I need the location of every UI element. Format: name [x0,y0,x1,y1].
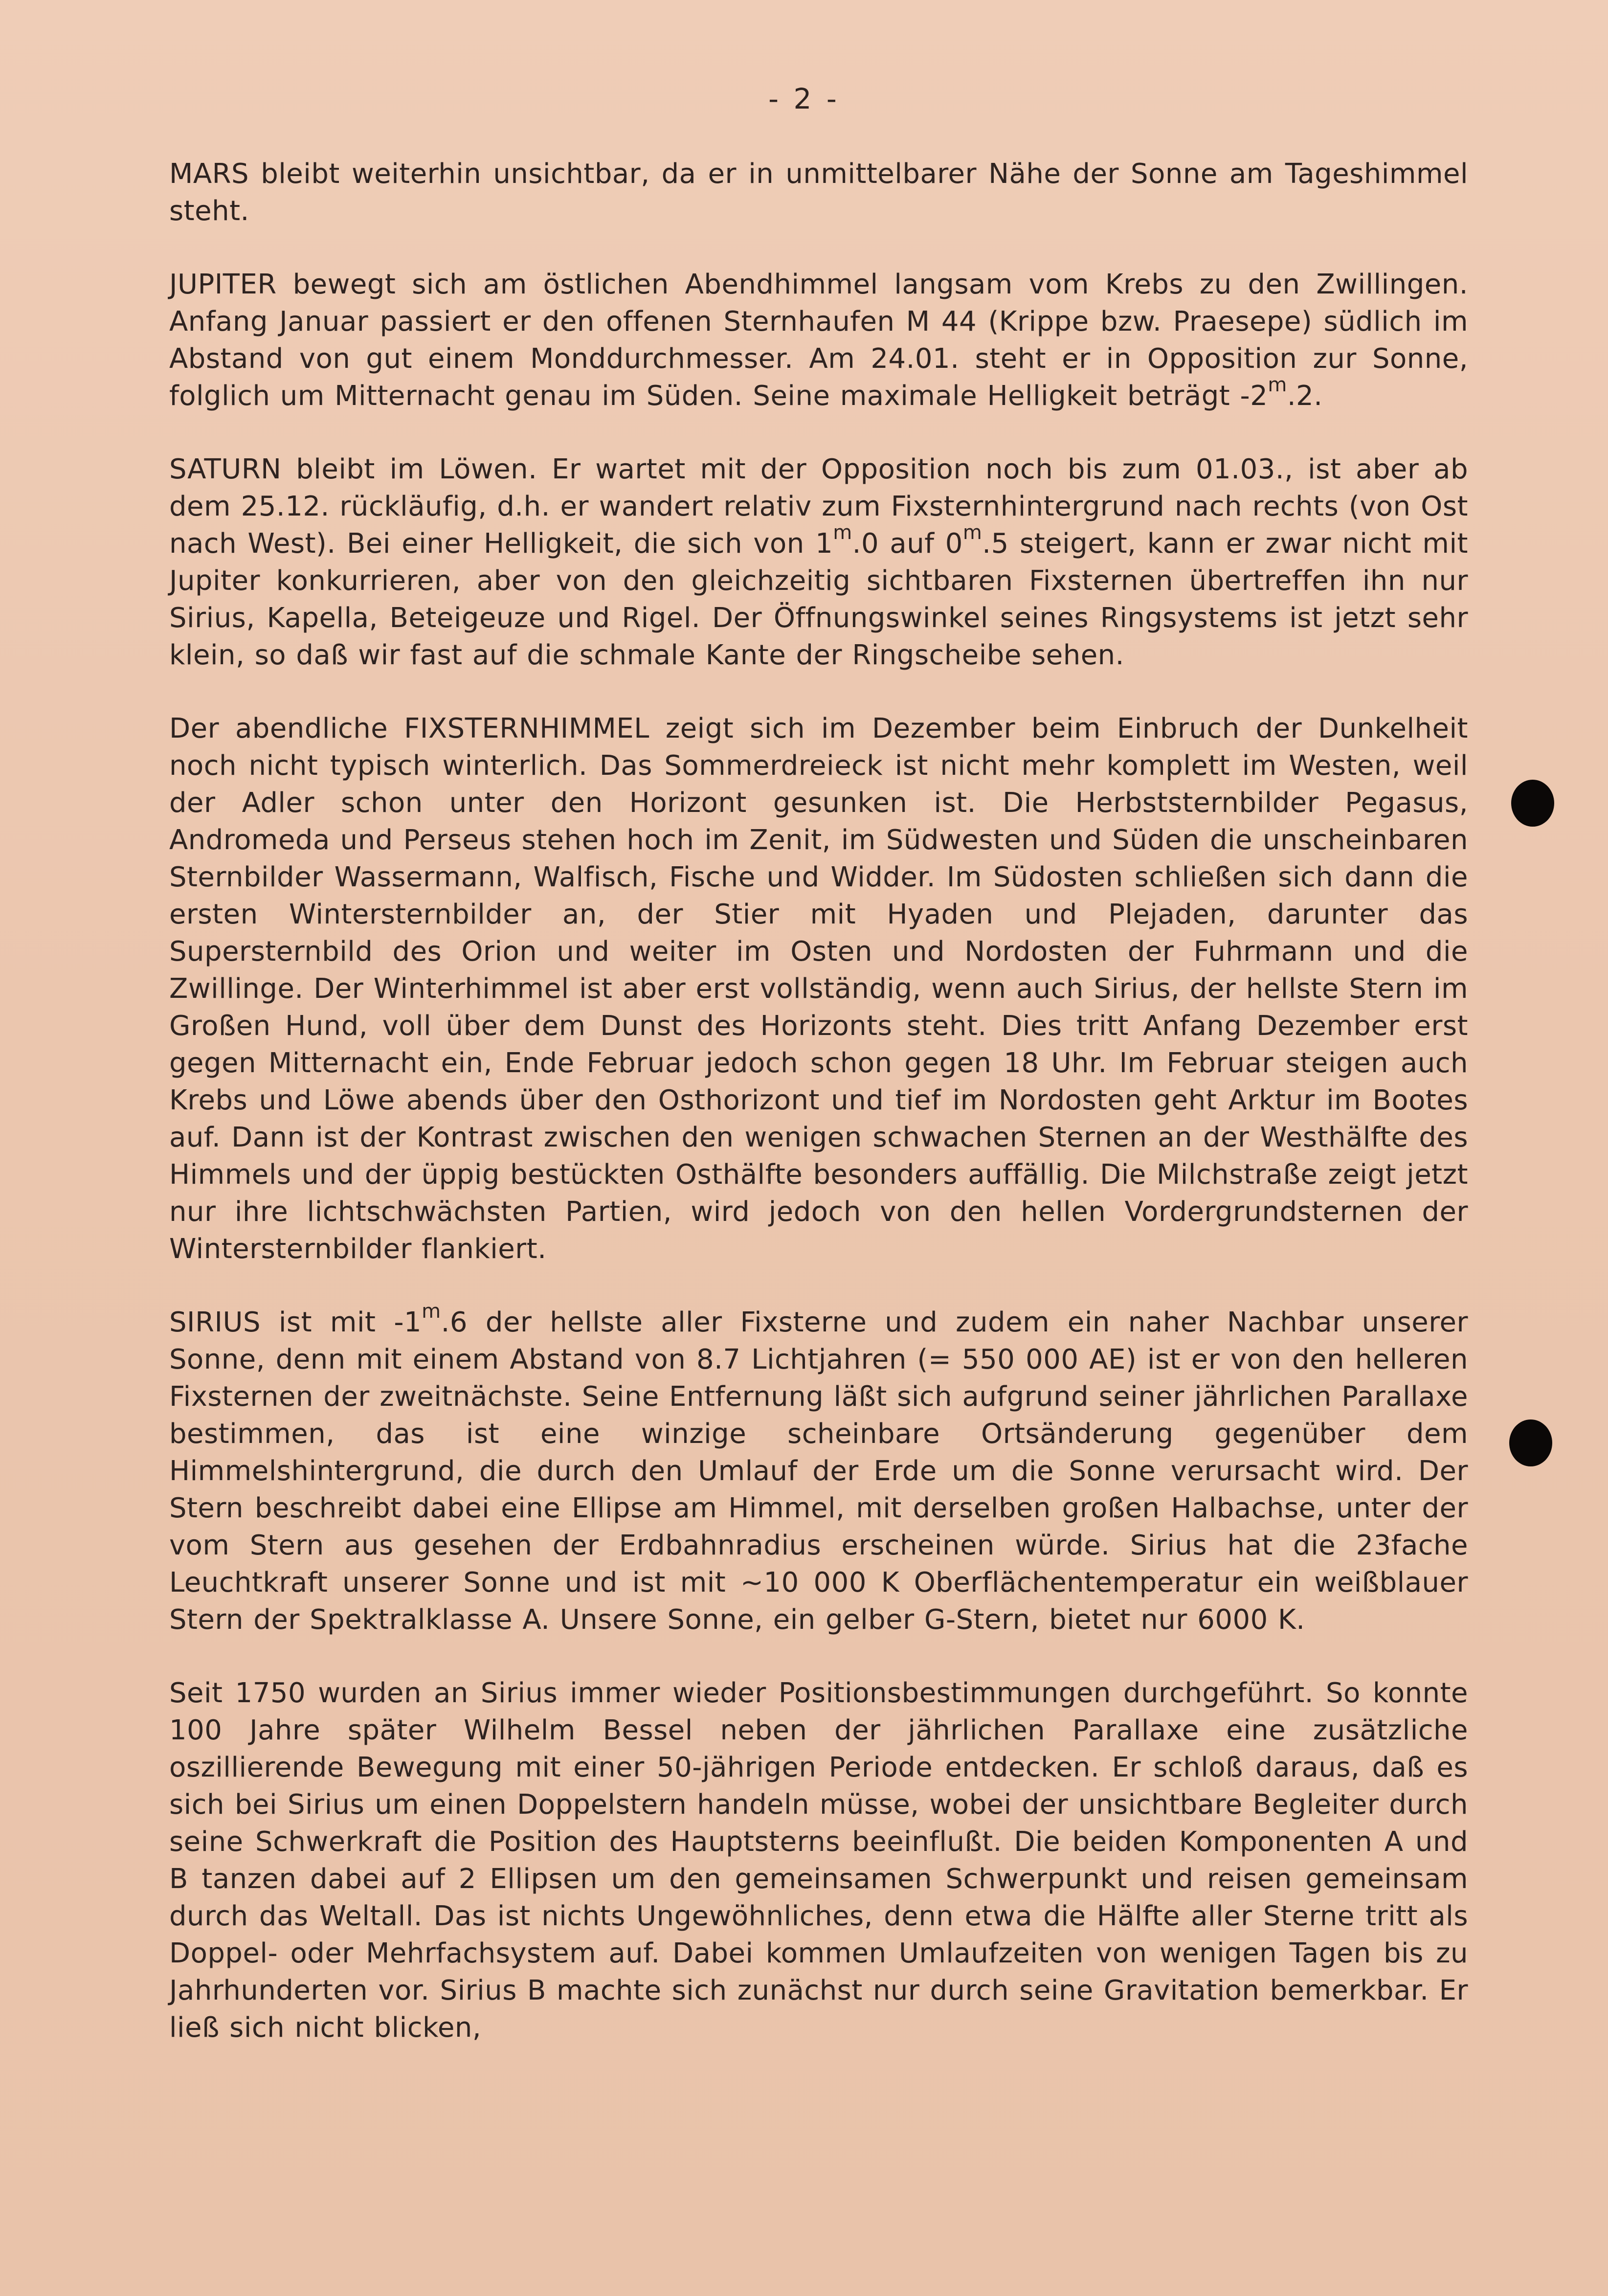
jupiter-text-end: .2. [1287,380,1323,412]
magnitude-superscript: m [422,1300,441,1323]
body-text [169,156,1468,2083]
paragraph-sirius [169,1300,1468,1639]
page-number: - 2 - [768,82,840,115]
sirius-text-end: .6 der hellste aller Fixsterne und zudem ein naher Nachbar unserer Sonne, denn mit einem Abstand von 8.7 Lichtjahren (= 550 000 AE) ist er von den helleren Fixsternen der zweitnächste. Seine Entfernung läßt sich aufgrund seiner jährlichen Parallaxe bestimmen, das ist eine winzige scheinbare Ortsänderung gegenüber dem Himmelshintergrund, die durch den Umlauf der Erde um die Sonne verursacht wird. Der Stern beschreibt dabei eine Ellipse am Himmel, mit derselben großen Halbachse, unter der vom Stern aus gesehen der Erdbahnradius erscheinen würde. Sirius hat die 23fache Leuchtkraft unserer Sonne und ist mit ~10 000 K Oberflächentemperatur ein weißblauer Stern der Spektralklasse A. Unsere Sonne, ein gelber G-Stern, bietet nur 6000 K. [169,1306,1468,1636]
fixsternhimmel-text: Der abendliche FIXSTERNHIMMEL zeigt sich im Dezember beim Einbruch der Dunkelheit noch nicht typisch winterlich. Das Sommerdreieck ist nicht mehr komplett im Westen, weil der Adler schon unter den Horizont gesunken ist. Die Herbststernbilder Pegasus, Andromeda und Perseus stehen hoch im Zenit, im Südwesten und Süden die unscheinbaren Sternbilder Wassermann, Walfisch, Fische und Widder. Im Südosten schließen sich dann die ersten Wintersternbilder an, der Stier mit Hyaden und Plejaden, darunter das Supersternbild des Orion und weiter im Osten und Nordosten der Fuhrmann und die Zwillinge. Der Winterhimmel ist aber erst vollständig, wenn auch Sirius, der hellste Stern im Großen Hund, voll über dem Dunst des Horizonts steht. Dies tritt Anfang Dezember erst gegen Mitternacht ein, Ende Februar jedoch schon gegen 18 Uhr. Im Februar steigen auch Krebs und Löwe abends über den Osthorizont und tief im Nordosten geht Arktur im Bootes auf. Dann ist der Kontrast zwischen den wenigen schwachen Sternen an der Westhälfte des Himmels und der üppig bestückten Osthälfte besonders auffällig. Die Milchstraße zeigt jetzt nur ihre lichtschwächsten Partien, wird jedoch von den hellen Vordergrundsternen der Wintersternbilder flankiert. [169,713,1468,1265]
saturn-text: SATURN bleibt im Löwen. Er wartet mit der Opposition noch bis zum 01.03., ist aber ab dem 25.12. rückläufig, d.h. er wandert relativ zum Fixsternhintergrund nach rechts (von Ost nach West). Bei einer Helligkeit, die sich von 1 [169,453,1468,560]
sirius-text: SIRIUS ist mit -1 [169,1306,422,1338]
jupiter-text: JUPITER bewegt sich am östlichen Abendhimmel langsam vom Krebs zu den Zwillingen. Anfang Januar passiert er den offenen Sternhaufen M 44 (Krippe bzw. Praesepe) südlich im Abstand von gut einem Monddurchmesser. Am 24.01. steht er in Opposition zur Sonne, folglich um Mitternacht genau im Süden. Seine maximale Helligkeit beträgt -2 [169,269,1468,412]
punch-hole-lower [1509,1419,1552,1466]
saturn-text-end: .5 steigert, kann er zwar nicht mit Jupiter konkurrieren, aber von den gleichzeitig sichtbaren Fixsternen übertreffen ihn nur Sirius, Kapella, Beteigeuze und Rigel. Der Öffnungswinkel seines Ringsystems ist jetzt sehr klein, so daß wir fast auf die schmale Kante der Ringscheibe sehen. [169,528,1468,671]
magnitude-superscript: m [962,521,983,544]
bessel-text: Seit 1750 wurden an Sirius immer wieder Positionsbestimmungen durchgeführt. So konnte 100 Jahre später Wilhelm Bessel neben der jährlichen Parallaxe eine zusätzliche oszillierende Bewegung mit einer 50-jährigen Periode entdecken. Er schloß daraus, daß es sich bei Sirius um einen Doppelstern handeln müsse, wobei der unsichtbare Begleiter durch seine Schwerkraft die Position des Hauptsterns beeinflußt. Die beiden Komponenten A und B tanzen dabei auf 2 Ellipsen um den gemeinsamen Schwerpunkt und reisen gemeinsam durch das Weltall. Das ist nichts Ungewöhnliches, denn etwa die Hälfte aller Sterne tritt als Doppel- oder Mehrfachsystem auf. Dabei kommen Umlaufzeiten von wenigen Tagen bis zu Jahrhunderten vor. Sirius B machte sich zunächst nur durch seine Gravitation bemerkbar. Er ließ sich nicht blicken, [169,1677,1468,2044]
paragraph-saturn [169,451,1468,674]
magnitude-superscript: m [833,521,852,544]
paragraph-mars [169,156,1468,230]
mars-text: MARS bleibt weiterhin unsichtbar, da er in unmittelbarer Nähe der Sonne am Tageshimmel steht. [169,158,1468,227]
saturn-text-mid: .0 auf 0 [852,528,963,560]
paragraph-jupiter [169,266,1468,415]
punch-hole-upper [1511,780,1554,827]
paragraph-fixsternhimmel [169,710,1468,1268]
magnitude-superscript: m [1268,374,1287,396]
paragraph-bessel [169,1675,1468,2047]
